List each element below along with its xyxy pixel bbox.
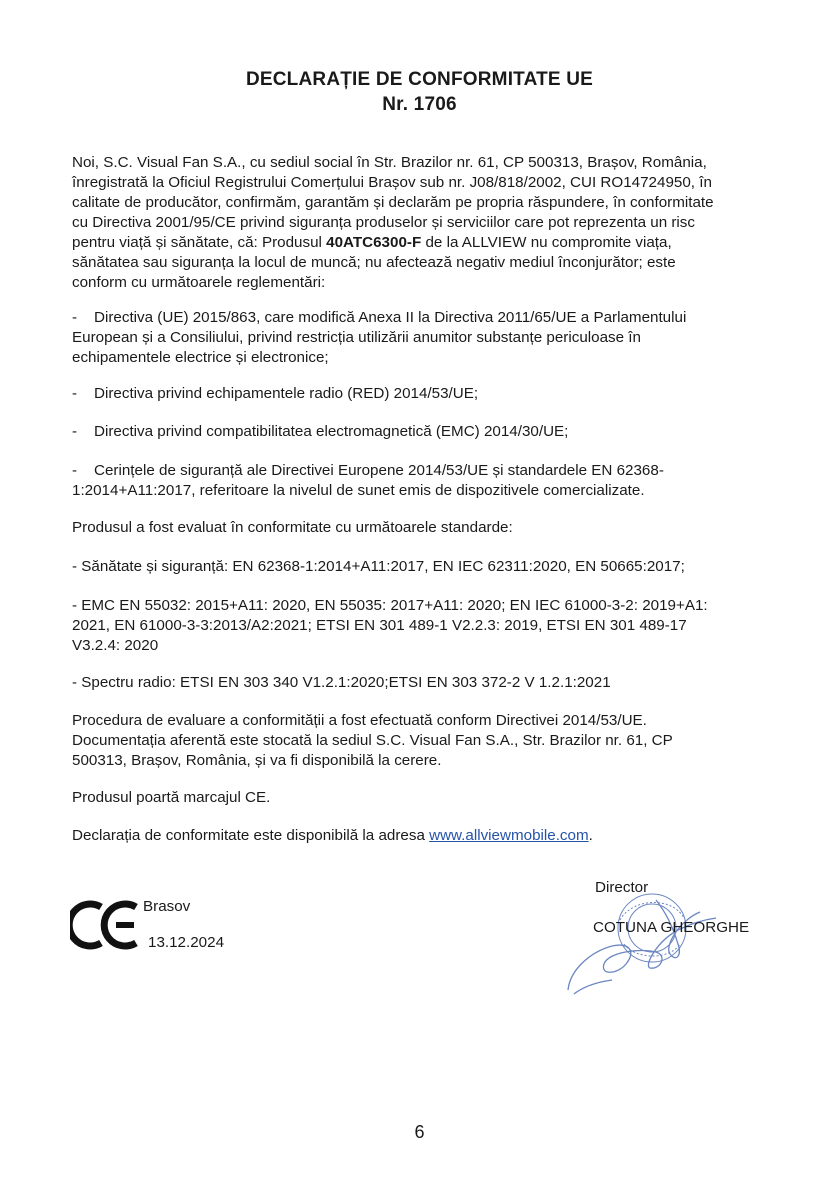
- list-dash: -: [72, 385, 78, 402]
- standards-emc-line: V3.2.4: 2020: [72, 637, 159, 654]
- intro-text: de la ALLVIEW nu compromite viața,: [421, 234, 672, 251]
- regulation-text: European și a Consiliului, privind restricția utilizării anumitor substanțe periculoase în: [72, 329, 641, 346]
- declaration-number: Nr. 1706: [382, 94, 457, 115]
- product-model: 40ATC6300-F: [326, 234, 422, 251]
- date: 13.12.2024: [148, 934, 225, 951]
- signature-icon: [568, 900, 716, 994]
- intro-text: pentru viață și sănătate, că: Produsul: [72, 234, 327, 251]
- regulation-emc: [72, 422, 772, 442]
- intro-line: sănătatea sau siguranța la locul de muncă; nu afectează negativ mediul înconjurător; este: [72, 254, 676, 271]
- regulation-text: echipamentele electrice și electronice;: [72, 349, 329, 366]
- signatory-role: Director: [595, 879, 649, 896]
- place: Brasov: [143, 898, 191, 915]
- regulation-rohs: [72, 308, 772, 368]
- page-title: DECLARAȚIE DE CONFORMITATE UE: [245, 69, 594, 90]
- signatory-name: COTUNA GHEORGHE: [593, 919, 750, 936]
- ce-mark-icon: [70, 899, 138, 951]
- procedure-line: Documentația aferentă este stocată la sediul S.C. Visual Fan S.A., Str. Brazilor nr. 61, CP: [72, 732, 673, 749]
- regulation-text: Cerințele de siguranță ale Directivei Europene 2014/53/UE și standardele EN 62368-: [94, 462, 664, 479]
- intro-line: cu Directiva 2001/95/CE privind siguranța produselor și serviciilor care pot reprezenta un risc: [72, 214, 695, 231]
- availability-suffix: .: [588, 827, 593, 844]
- website-link[interactable]: www.allviewmobile.com: [429, 827, 589, 844]
- intro-line: înregistrată la Oficiul Registrului Comerțului Brașov sub nr. J08/818/2002, CUI RO14724950, în: [72, 174, 712, 191]
- regulation-text: Directiva (UE) 2015/863, care modifică Anexa II la Directiva 2011/65/UE a Parlamentului: [94, 309, 687, 326]
- intro-line: Noi, S.C. Visual Fan S.A., cu sediul social în Str. Brazilor nr. 61, CP 500313, Brașov, România,: [72, 154, 707, 171]
- list-dash: -: [72, 309, 78, 326]
- intro-paragraph: [72, 153, 772, 293]
- list-dash: -: [72, 462, 78, 479]
- regulation-text: 1:2014+A11:2017, referitoare la nivelul de sunet emis de dispozitivele comercializate.: [72, 482, 645, 499]
- standards-radio: - Spectru radio: ETSI EN 303 340 V1.2.1:2020;ETSI EN 303 372-2 V 1.2.1:2021: [72, 674, 611, 691]
- availability-statement: [72, 826, 772, 846]
- intro-line: [72, 233, 772, 253]
- company-stamp-icon: [560, 890, 730, 1000]
- list-dash: -: [72, 423, 78, 440]
- intro-line: conform cu următoarele reglementări:: [72, 274, 326, 291]
- regulation-text: Directiva privind echipamentele radio (RED) 2014/53/UE;: [94, 385, 479, 402]
- regulation-safety: [72, 461, 772, 501]
- standards-emc-line: 2021, EN 61000-3-3:2013/A2:2021; ETSI EN 301 489-1 V2.2.3: 2019, ETSI EN 301 489-17: [72, 617, 687, 634]
- availability-text: Declarația de conformitate este disponibilă la adresa: [72, 827, 430, 844]
- intro-line: calitate de producător, confirmăm, garantăm și declarăm pe propria răspundere, în conformitate: [72, 194, 714, 211]
- standards-emc-line: - EMC EN 55032: 2015+A11: 2020, EN 55035: 2017+A11: 2020; EN IEC 61000-3-2: 2019+A1:: [72, 597, 708, 614]
- page-number: 6: [414, 1122, 425, 1142]
- regulation-text: Directiva privind compatibilitatea electromagnetică (EMC) 2014/30/UE;: [94, 423, 569, 440]
- procedure-line: Procedura de evaluare a conformității a fost efectuată conform Directivei 2014/53/UE.: [72, 712, 647, 729]
- standards-intro: Produsul a fost evaluat în conformitate cu următoarele standarde:: [72, 519, 513, 536]
- regulation-red: [72, 384, 772, 404]
- procedure-line: 500313, Brașov, România, și va fi disponibilă la cerere.: [72, 752, 442, 769]
- ce-marking-statement: Produsul poartă marcajul CE.: [72, 789, 271, 806]
- standards-safety: - Sănătate și siguranță: EN 62368-1:2014+A11:2017, EN IEC 62311:2020, EN 50665:2017;: [72, 558, 685, 575]
- procedure-paragraph: [72, 711, 772, 771]
- standards-emc: [72, 596, 772, 656]
